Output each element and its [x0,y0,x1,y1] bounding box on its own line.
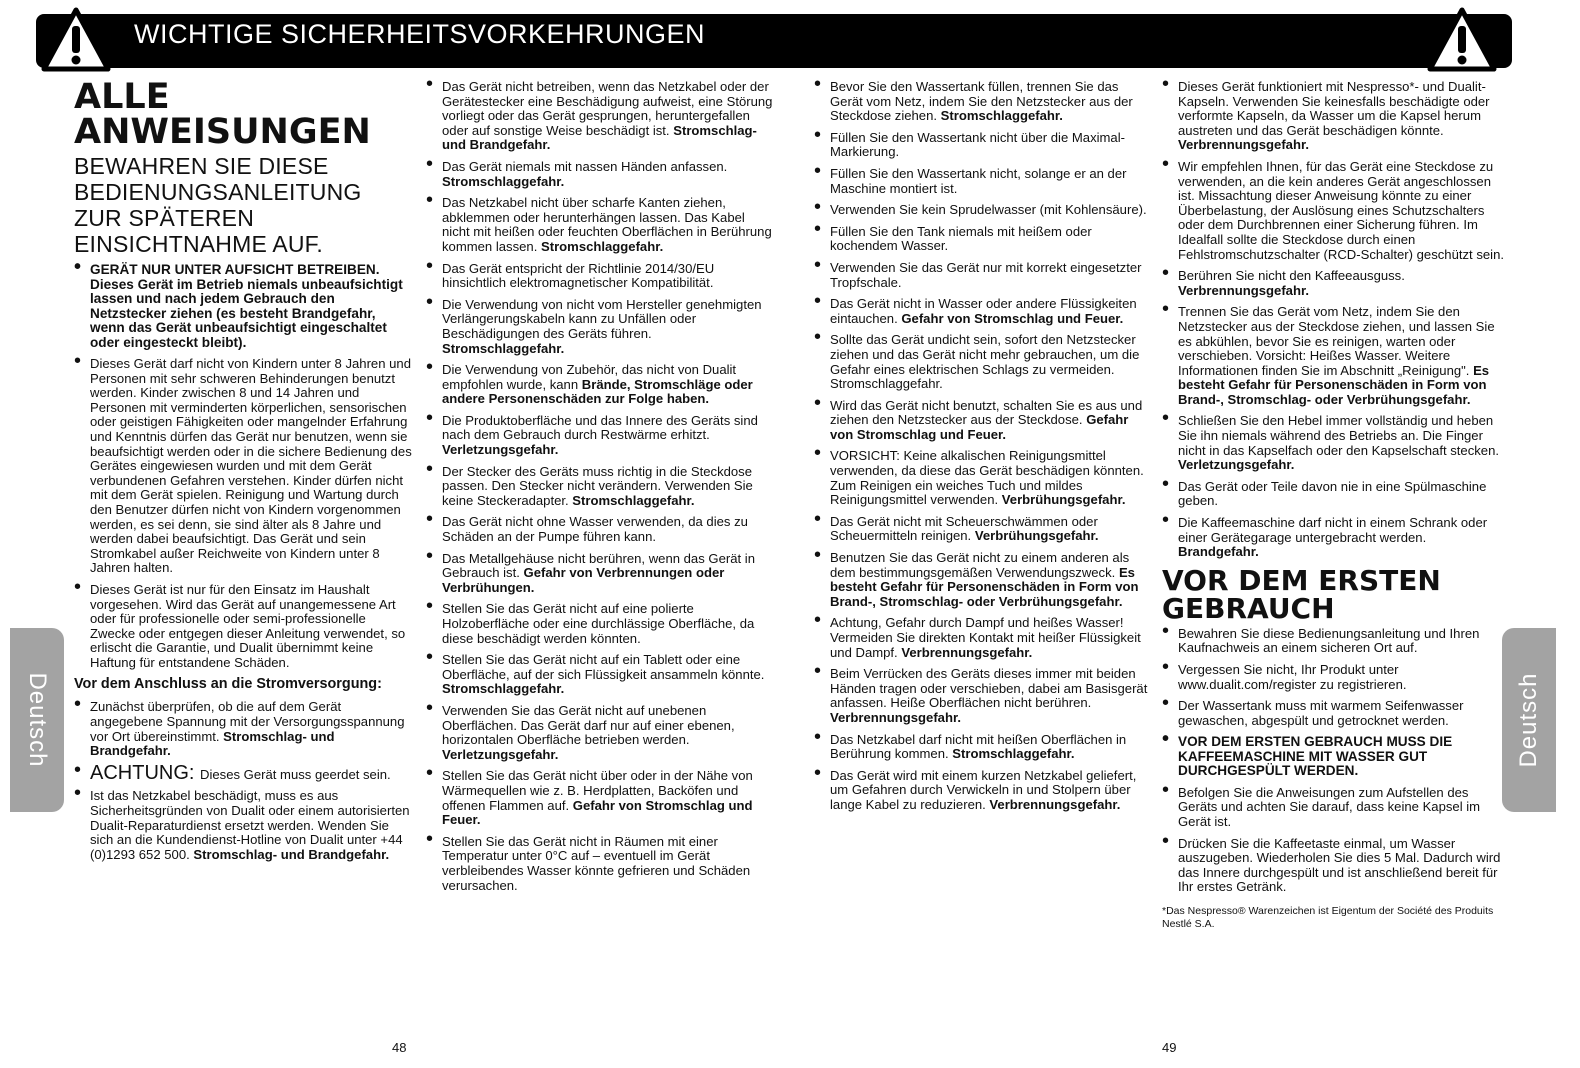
item-text: Drücken Sie die Kaffeetaste einmal, um Wasser auszugeben. Wiederholen Sie dies 5 Mal. Dadurch wird das Innere durchgespült und ist anschließend bereit für Ihr erstes Getränk. [1178,835,1501,895]
item-text: Das Gerät wird mit einem kurzen Netzkabel geliefert, um Gefahren durch Verwickeln in und Stolpern über lange Kabel zu reduzieren. [830,767,1137,812]
list-item [1162,160,1507,262]
household-note: • Dieses Gerät ist nur für den Einsatz im Haushalt vorgesehen. Wird das Gerät auf unangemessene Art oder für professionelle oder semi-professionelle Zwecke oder entgegen dieser Anleitung verwendet, so erlischt die Garantie, und Dualit übernimmt keine Haftung für entstandene Schäden. [74,583,414,671]
item-text: Die Kaffeemaschine darf nicht in einem Schrank oder einer Gerätegarage untergebracht werden. [1178,515,1488,545]
item-text: Stellen Sie das Gerät nicht auf eine polierte Holzoberfläche oder eine durchlässige Oberfläche, da diese beschädigt werden könnten. [442,601,755,646]
item-text: Füllen Sie den Wassertank nicht über die Maximal-Markierung. [830,129,1125,160]
item-text: Zunächst überprüfen, ob die auf dem Gerät angegebene Spannung mit der Versorgungsspannung vor Ort übereinstimmt. [90,699,405,744]
column-2 [426,80,776,900]
list-item [1162,414,1507,472]
item-text: Bevor Sie den Wassertank füllen, trennen Sie das Gerät vom Netz, indem Sie den Netzstecker aus der Steckdose ziehen. [830,79,1133,124]
list-item [814,769,1154,813]
list-item [814,551,1154,609]
list-item [1162,699,1507,728]
language-tab-label: Deutsch [24,672,51,768]
item-text: Dieses Gerät muss geerdet sein. [200,766,391,782]
list-item [814,80,1154,124]
hazard-label: Brandgefahr. [1178,544,1259,560]
language-tab-right [1502,628,1556,812]
hazard-label: Es besteht Gefahr für Personenschäden in Form von Brand-, Stromschlag- oder Verbrühungsgefahr. [830,564,1139,609]
flush-instruction: • VOR DEM ERSTEN GEBRAUCH MUSS DIE KAFFEEMASCHINE MIT WASSER GUT DURCHGESPÜLT WERDEN. [1162,735,1507,779]
hazard-label: Stromschlaggefahr. [442,340,565,356]
list-item [1162,516,1507,560]
hazard-label: Verbrennungsgefahr. [901,644,1033,660]
list-item [1162,786,1507,830]
item-text: Füllen Sie den Tank niemals mit heißem oder kochendem Wasser. [830,223,1092,254]
list-item [426,465,776,509]
hazard-label: Stromschlaggefahr. [442,681,565,697]
list-item [814,515,1154,544]
hazard-label: Verbrennungsgefahr. [989,796,1121,812]
item-text: Trennen Sie das Gerät vom Netz, indem Sie den Netzstecker aus der Steckdose ziehen, und lassen Sie es abkühlen, bevor Sie es reinigen, warten oder verschieben. Vorsicht: Heißes Wasser. Weitere Informationen finden Sie im Abschnitt „Reinigung". [1178,304,1495,378]
hazard-label: Verbrennungsgefahr. [830,709,961,725]
list-item [426,298,776,356]
list-item [1162,480,1507,509]
item-text: Sollte das Gerät undicht sein, sofort den Netzstecker ziehen und das Gerät nicht mehr gebrauchen, um die Gefahr eines elektrischen Schlags zu vermeiden. Stromschlaggefahr. [830,332,1140,392]
list-item [426,414,776,458]
caution-label: ACHTUNG: [90,761,200,784]
page-number-left: 48 [392,1040,407,1055]
safety-list [1162,80,1507,560]
main-heading: ALLE ANWEISUNGEN [74,77,371,152]
hazard-label: Gefahr von Stromschlag und Feuer. [830,412,1129,442]
list-item [814,225,1154,254]
first-use-heading: VOR DEM ERSTEN GEBRAUCH [1162,563,1441,625]
item-text: Vergessen Sie nicht, Ihr Produkt unter www.dualit.com/register zu registrieren. [1178,662,1407,692]
list-item [814,203,1154,218]
column-4 [1162,80,1507,931]
list-item [814,297,1154,326]
warning-triangle-icon [1426,6,1498,74]
hazard-label: Verbrennungsgefahr. [1178,282,1309,298]
item-text: Der Stecker des Geräts muss richtig in die Steckdose passen. Den Stecker nicht verändern. Verwenden Sie keine Steckeradapter. [442,463,753,508]
item-text: Wird das Gerät nicht benutzt, schalten Sie es aus und ziehen den Netzstecker aus der Steckdose. [830,397,1143,428]
item-text: Beim Verrücken des Geräts dieses immer mit beiden Händen tragen oder verschieben, dabei am Basisgerät anfassen. Heiße Oberflächen nicht berühren. [830,666,1148,711]
connection-heading: Vor dem Anschluss an die Stromversorgung: [74,676,382,693]
language-tab-label: Deutsch [1515,672,1542,768]
hazard-label: Stromschlag- und Brandgefahr. [90,728,335,759]
list-item [426,515,776,544]
item-text: Stellen Sie das Gerät nicht auf ein Tablett oder eine Oberfläche, auf der sich Flüssigkeit ansammeln könnte. [442,652,765,682]
item-text: VORSICHT: Keine alkalischen Reinigungsmittel verwenden, da diese das Gerät beschädigen könnten. Zum Reinigen ein weiches Tuch und mildes Reinigungsmittel verwenden. [830,448,1144,508]
list-item [814,261,1154,290]
item-text: Das Gerät niemals mit nassen Händen anfassen. [442,158,728,174]
hazard-label: Gefahr von Stromschlag und Feuer. [901,310,1124,326]
item-text: Verwenden Sie kein Sprudelwasser (mit Kohlensäure). [830,202,1147,218]
hazard-label: Brände, Stromschläge oder andere Personenschäden zur Folge haben. [442,376,753,407]
item-text: Stellen Sie das Gerät nicht über oder in der Nähe von Wärmequellen wie z. B. Herdplatten, Backöfen und offenen Flammen auf. [442,768,753,813]
list-item [1162,305,1507,407]
item-text: Berühren Sie nicht den Kaffeeausguss. [1178,268,1405,284]
hazard-label: Stromschlaggefahr. [940,108,1063,124]
list-item [426,363,776,407]
list-item [1162,627,1507,656]
item-text: Verwenden Sie das Gerät nur mit korrekt eingesetzter Tropfschale. [830,259,1142,290]
item-text: Füllen Sie den Wassertank nicht, solange er an der Maschine montiert ist. [830,165,1127,196]
hazard-label: Verletzungsgefahr. [442,746,559,762]
list-item [814,733,1154,762]
item-text: Das Gerät nicht betreiben, wenn das Netzkabel oder der Gerätestecker eine Beschädigung aufweist, eine Störung vorliegt oder das Gerät gesprungen, heruntergefallen oder auf sonstige Weise beschädigt ist. [442,79,773,138]
language-tab-left [10,628,64,812]
item-text: Dieses Gerät funktioniert mit Nespresso*- und Dualit-Kapseln. Verwenden Sie keinesfalls beschädigte oder verformte Kapseln, da Wasser um die Kapsel herum austreten und das Gerät beschädigen könnte. [1178,79,1490,138]
list-item [814,167,1154,196]
list-item [1162,837,1507,895]
first-use-list [1162,627,1507,729]
item-text: Das Netzkabel nicht über scharfe Kanten ziehen, abklemmen oder herunterhängen lassen. Das Kabel nicht mit heißen oder feuchten Oberflächen in Berührung kommen lassen. [442,195,772,254]
damaged-cable-note [74,789,414,862]
item-text: Das Metallgehäuse nicht berühren, wenn das Gerät in Gebrauch ist. [442,550,755,581]
list-item [426,704,776,762]
hazard-label: Es besteht Gefahr für Personenschäden in Form von Brand-, Stromschlag- oder Verbrühungsgefahr. [1178,362,1490,407]
hazard-label: Verbrühungsgefahr. [974,528,1099,544]
list-item [814,667,1154,725]
list-item [814,399,1154,443]
item-text: Die Produktoberfläche und das Innere des Geräts sind nach dem Gebrauch durch Restwärme erhitzt. [442,412,758,443]
hazard-label: Gefahr von Verbrennungen oder Verbrühungen. [442,565,725,595]
list-item [814,131,1154,160]
hazard-label: Stromschlaggefahr. [572,492,695,508]
list-item [814,333,1154,391]
item-text: Der Wassertank muss mit warmem Seifenwasser gewaschen, abgespült und getrocknet werden. [1178,698,1464,728]
column-3 [814,80,1154,820]
hazard-label: Verletzungsgefahr. [1178,457,1295,473]
item-text: Das Gerät oder Teile davon nie in eine Spülmaschine geben. [1178,478,1487,509]
item-text: Das Netzkabel darf nicht mit heißen Oberflächen in Berührung kommen. [830,731,1127,762]
item-text: Das Gerät nicht in Wasser oder andere Flüssigkeiten eintauchen. [830,296,1137,326]
hazard-label: Stromschlaggefahr. [442,173,565,189]
page-number-right: 49 [1162,1040,1177,1055]
hazard-label: Stromschlaggefahr. [540,238,664,254]
item-text: Bewahren Sie diese Bedienungsanleitung und Ihren Kaufnachweis an einem sicheren Ort auf. [1178,625,1480,656]
item-text: Stellen Sie das Gerät nicht in Räumen mit einer Temperatur unter 0°C auf – eventuell im Gerät verbleibendes Wasser könnte gefrieren und Schäden verursachen. [442,833,751,893]
header-title: WICHTIGE SICHERHEITSVORKEHRUNGEN [134,19,706,49]
list-item [814,616,1154,660]
item-text: Ist das Netzkabel beschädigt, muss es aus Sicherheitsgründen von Dualit oder einem autorisierten Dualit-Reparaturdienst ersetzt werden. Wenden Sie sich an die Kundendienst-Hotline von Dualit unter +44 (0)1293 652 500. [90,788,410,862]
list-item [426,653,776,697]
hazard-label: Stromschlaggefahr. [952,746,1075,762]
item-text: Benutzen Sie das Gerät nicht zu einem anderen als dem bestimmungsgemäßen Verwendungszweck. [830,550,1130,580]
trademark-footnote: *Das Nespresso® Warenzeichen ist Eigentum der Société des Produits Nestlé S.A. [1162,905,1494,931]
item-text: Die Verwendung von nicht vom Hersteller genehmigten Verlängerungskabeln kann zu Unfällen oder Beschädigungen des Geräts führen. [442,296,762,341]
voltage-check [74,700,414,758]
item-text: Achtung, Gefahr durch Dampf und heißes Wasser! Vermeiden Sie direkten Kontakt mit heißer Flüssigkeit und Dampf. [830,615,1141,660]
hazard-label: Verletzungsgefahr. [442,442,559,458]
item-text: Befolgen Sie die Anweisungen zum Aufstellen des Geräts und achten Sie darauf, dass keine Kapsel im Gerät ist. [1178,784,1481,830]
list-item [426,196,776,254]
list-item [426,160,776,189]
item-text: Das Gerät nicht mit Scheuerschwämmen oder Scheuermitteln reinigen. [830,513,1098,544]
hazard-label: Stromschlag- und Brandgefahr. [442,122,757,153]
supervision-warning: • GERÄT NUR UNTER AUFSICHT BETREIBEN. Dieses Gerät im Betrieb niemals unbeaufsichtigt lassen und nach jedem Gebrauch den Netzstecker ziehen (es besteht Brandgefahr, wenn das Gerät unbeaufsichtigt eingeschaltet oder eingesteckt bleibt). [74,263,414,350]
list-item [426,262,776,291]
ground-warning [74,761,414,784]
list-item [426,80,776,153]
list-item [814,449,1154,507]
item-text: Das Gerät nicht ohne Wasser verwenden, da dies zu Schäden an der Pumpe führen kann. [442,514,748,545]
item-text: Das Gerät entspricht der Richtlinie 2014/30/EU hinsichtlich elektromagnetischer Kompatibilität. [442,260,715,291]
list-item [426,602,776,646]
children-warning: • Dieses Gerät darf nicht von Kindern unter 8 Jahren und Personen mit sehr schweren Behinderungen benutzt werden. Kinder zwischen 8 und 14 Jahren und Personen mit verminderten körperlichen, sensorischen oder geistigen Fähigkeiten oder mangelnder Erfahrung und Kenntnis dürfen das Gerät nur benutzen, wenn sie beaufsichtigt werden oder in die sichere Bedienung des Gerätes eingewiesen wurden und mit dem Gerät verbundenen Gefahren verstehen. Kinder dürfen nicht mit dem Gerät spielen. Reinigung und Wartung durch den Benutzer dürfen nicht von Kindern vorgenommen werden, es sei denn, sie sind älter als 8 Jahre und werden dabei beaufsichtigt. Das Gerät und sein Stromkabel außer Reichweite von Kindern unter 8 Jahren halten. [74,357,414,576]
item-text: Schließen Sie den Hebel immer vollständig und heben Sie ihn niemals während des Betriebs an. Die Finger nicht in das Kapselfach oder den Kapselschaft stecken. [1178,413,1499,458]
warning-triangle-icon [40,6,112,74]
list-item [426,769,776,827]
first-use-list-continued [1162,786,1507,895]
list-item [426,835,776,893]
hazard-label: Stromschlag- und Brandgefahr. [193,846,390,862]
column-1 [74,77,414,869]
hazard-label: Verbrühungsgefahr. [1001,492,1126,508]
item-text: Die Verwendung von Zubehör, das nicht von Dualit empfohlen wurde, kann [442,362,737,392]
sub-heading: BEWAHREN SIE DIESE BEDIENUNGSANLEITUNG ZUR SPÄTEREN EINSICHTNAHME AUF. [74,153,362,257]
hazard-label: Gefahr von Stromschlag und Feuer. [442,797,753,828]
hazard-label: Verbrennungsgefahr. [1178,137,1309,153]
list-item [1162,269,1507,298]
list-item [426,552,776,596]
list-item [1162,80,1507,153]
item-text: Verwenden Sie das Gerät nicht auf unebenen Oberflächen. Das Gerät darf nur auf einer ebenen, horizontalen Oberfläche betrieben werden. [442,702,735,748]
list-item [1162,663,1507,692]
item-text: Wir empfehlen Ihnen, für das Gerät eine Steckdose zu verwenden, an die kein anderes Gerät angeschlossen ist. Missachtung dieser Anweisung könnte zu einer Überbelastung, der Auslösung eines Schutzschalters oder dem Durchbrennen einer Sicherung führen. Im Idealfall sollte die Steckdose durch einen Fehlstromschutzschalter (RCD-Schalter) geschützt sein. [1178,158,1504,262]
